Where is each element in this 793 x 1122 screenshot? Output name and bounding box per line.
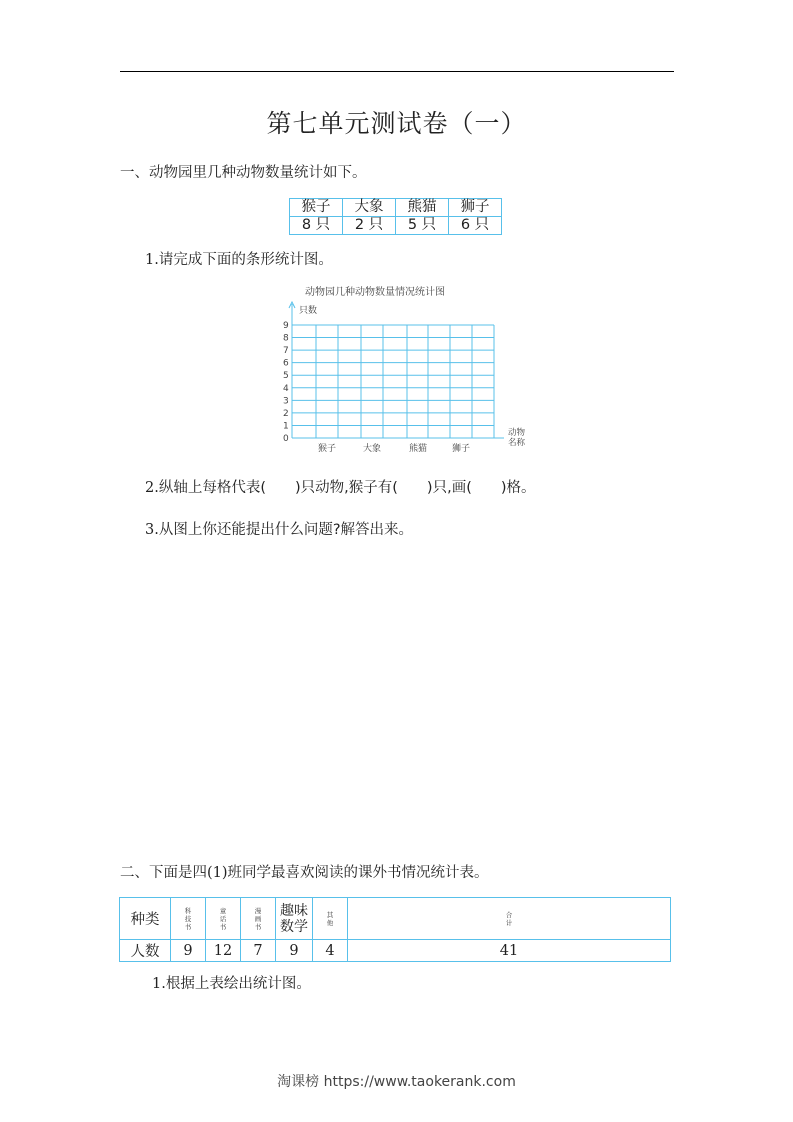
book-preference-table bbox=[119, 897, 671, 962]
section2-heading: 二、下面是四(1)班同学最喜欢阅读的课外书情况统计表。 bbox=[120, 865, 489, 881]
y-tick-label: 4 bbox=[283, 383, 289, 394]
table-header-cell: 猴子 bbox=[290, 199, 343, 217]
x-axis-unit-line1: 动物 bbox=[508, 428, 526, 438]
footer-watermark: 淘课榜 https://www.taokerank.com bbox=[277, 1074, 516, 1090]
header-char: 画 bbox=[254, 914, 262, 923]
table-header-cell: 熊猫 bbox=[396, 199, 449, 217]
question-number: 2. bbox=[145, 480, 159, 496]
table-cell: 7 bbox=[241, 940, 276, 962]
chart-title: 动物园几种动物数量情况统计图 bbox=[305, 287, 445, 298]
y-tick-label: 7 bbox=[283, 346, 289, 357]
table-header-cell bbox=[276, 898, 313, 940]
header-char: 技 bbox=[184, 914, 192, 923]
y-tick-label: 8 bbox=[283, 333, 289, 344]
table-cell: 6 只 bbox=[449, 217, 502, 235]
table-header-cell bbox=[206, 898, 241, 940]
table-row bbox=[290, 199, 502, 217]
y-tick-label: 2 bbox=[283, 408, 289, 419]
header-char: 童 bbox=[219, 906, 227, 915]
question-text: 纵轴上每格代表( )只动物,猴子有( )只,画( )格。 bbox=[158, 480, 536, 496]
section1-heading: 一、动物园里几种动物数量统计如下。 bbox=[120, 165, 367, 181]
table-cell: 41 bbox=[348, 940, 671, 962]
table-cell: 12 bbox=[206, 940, 241, 962]
header-char: 其 bbox=[326, 910, 334, 919]
question-number: 3. bbox=[145, 522, 159, 538]
table-row-label: 种类 bbox=[120, 898, 171, 940]
header-rule bbox=[120, 71, 674, 72]
header-char: 科 bbox=[184, 906, 192, 915]
table-row bbox=[120, 898, 671, 940]
y-tick-label: 3 bbox=[283, 396, 289, 407]
table-header-cell bbox=[241, 898, 276, 940]
question-2-1 bbox=[152, 972, 311, 993]
blank-bar-chart-grid bbox=[278, 298, 538, 456]
table-cell: 2 只 bbox=[343, 217, 396, 235]
y-tick-label: 5 bbox=[283, 371, 289, 382]
question-1-2 bbox=[145, 476, 536, 497]
header-char: 书 bbox=[219, 922, 227, 931]
x-category-label: 猴子 bbox=[317, 444, 337, 454]
table-cell: 4 bbox=[313, 940, 348, 962]
y-tick-label: 1 bbox=[283, 421, 289, 432]
header-text: 数学 bbox=[280, 918, 308, 935]
table-row bbox=[290, 217, 502, 235]
header-char: 书 bbox=[184, 922, 192, 931]
chart-grid bbox=[292, 325, 494, 438]
header-char: 合 bbox=[505, 910, 513, 919]
question-1-3 bbox=[145, 518, 413, 539]
x-category-labels bbox=[318, 442, 470, 454]
header-char: 他 bbox=[326, 918, 334, 927]
y-tick-label: 9 bbox=[283, 321, 289, 331]
y-tick-labels bbox=[283, 321, 289, 444]
x-axis-unit-line2: 名称 bbox=[508, 438, 526, 448]
question-number: 1. bbox=[152, 976, 166, 992]
table-cell: 5 只 bbox=[396, 217, 449, 235]
header-char: 漫 bbox=[254, 906, 262, 915]
header-char: 计 bbox=[505, 918, 513, 927]
header-char: 话 bbox=[219, 914, 227, 923]
table-header-cell: 狮子 bbox=[449, 199, 502, 217]
x-category-label: 大象 bbox=[362, 444, 382, 454]
table-header-cell bbox=[313, 898, 348, 940]
x-category-label: 狮子 bbox=[451, 444, 471, 454]
y-axis-unit: 只数 bbox=[299, 306, 318, 316]
table-header-cell bbox=[171, 898, 206, 940]
table-header-cell: 大象 bbox=[343, 199, 396, 217]
table-row-label: 人数 bbox=[120, 940, 171, 962]
table-cell: 9 bbox=[276, 940, 313, 962]
animal-count-table bbox=[289, 198, 502, 235]
question-1-1 bbox=[145, 248, 333, 269]
x-category-label: 熊猫 bbox=[408, 444, 428, 454]
table-header-cell bbox=[348, 898, 671, 940]
question-text: 根据上表绘出统计图。 bbox=[165, 976, 311, 992]
table-cell: 8 只 bbox=[290, 217, 343, 235]
table-row bbox=[120, 940, 671, 962]
header-text: 趣味 bbox=[280, 902, 308, 919]
header-char: 书 bbox=[254, 922, 262, 931]
question-number: 1. bbox=[145, 252, 159, 268]
page-title: 第七单元测试卷（一） bbox=[266, 109, 527, 138]
question-text: 请完成下面的条形统计图。 bbox=[158, 252, 333, 268]
y-tick-label: 6 bbox=[283, 358, 289, 369]
y-tick-label: 0 bbox=[283, 434, 289, 444]
table-cell: 9 bbox=[171, 940, 206, 962]
question-text: 从图上你还能提出什么问题?解答出来。 bbox=[158, 522, 414, 538]
